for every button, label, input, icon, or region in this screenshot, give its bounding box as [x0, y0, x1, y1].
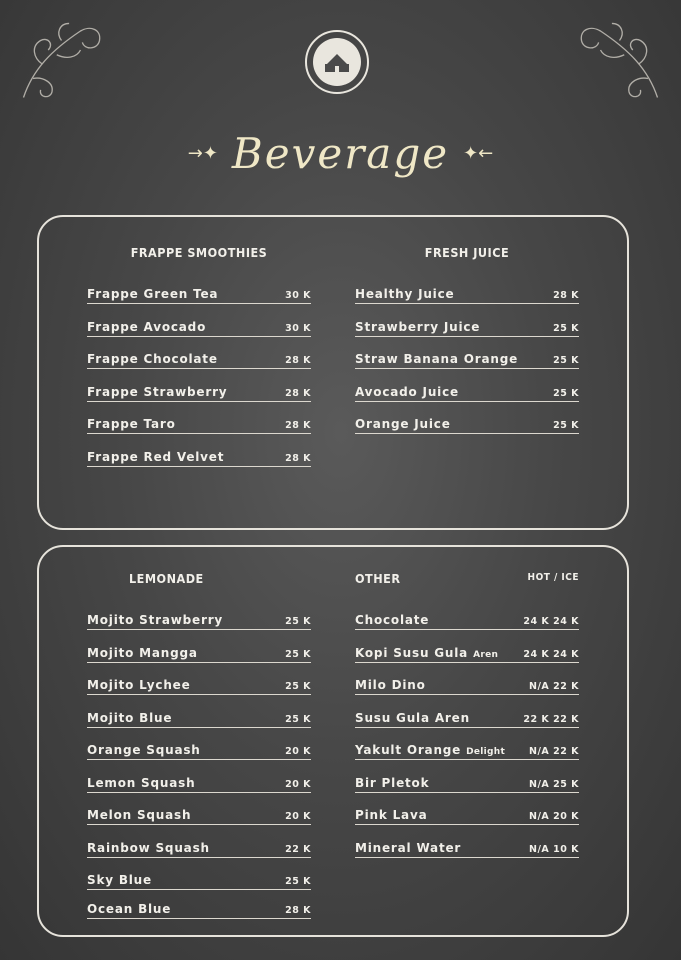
- item-price: 25 K: [553, 322, 579, 334]
- section-fresh-juice: [355, 245, 579, 446]
- menu-item: [87, 446, 311, 467]
- section-frappe-smoothies: [87, 245, 311, 478]
- item-name: [355, 841, 461, 857]
- item-price: 28 K: [285, 452, 311, 464]
- menu-item: [355, 609, 579, 630]
- item-name: [355, 646, 498, 662]
- item-price: 24 K 24 K: [523, 616, 579, 627]
- item-name: Orange Squash: [87, 743, 201, 757]
- menu-item: [87, 739, 311, 760]
- item-price: 28 K: [285, 905, 311, 916]
- menu-item: [87, 837, 311, 858]
- item-name: Frappe Green Tea: [87, 287, 219, 301]
- menu-item: [87, 804, 311, 825]
- section-lemonade: [87, 571, 311, 931]
- panel-smoothies-juice: [37, 215, 629, 530]
- section-heading: [355, 571, 579, 587]
- item-price: 25 K: [285, 648, 311, 660]
- item-name: Mojito Mangga: [87, 645, 198, 660]
- menu-item: [87, 609, 311, 630]
- left-arrow-ornament-icon: →✦: [187, 142, 218, 164]
- menu-item: [355, 739, 579, 760]
- right-arrow-ornament-icon: ✦←: [463, 142, 494, 164]
- item-name: Orange Juice: [355, 417, 451, 431]
- item-price: 25 K: [553, 420, 579, 431]
- item-price: 20 K: [285, 746, 311, 757]
- section-other: [355, 571, 579, 869]
- item-name: Mojito Blue: [87, 710, 173, 725]
- item-name: Frappe Strawberry: [87, 384, 228, 399]
- menu-item: [355, 772, 579, 793]
- item-price: 22 K 22 K: [523, 713, 579, 725]
- menu-item: [355, 837, 579, 858]
- item-name-text: Susu Gula Aren: [355, 710, 470, 725]
- menu-item: [355, 348, 579, 369]
- brand-logo: [305, 30, 369, 94]
- menu-item: [355, 674, 579, 695]
- item-price: N/A 22 K: [529, 746, 579, 757]
- menu-item: [87, 348, 311, 369]
- menu-item: [87, 316, 311, 337]
- item-name: [355, 678, 426, 694]
- menu-item: [87, 283, 311, 304]
- item-name-text: Chocolate: [355, 613, 430, 627]
- item-price: N/A 22 K: [529, 681, 579, 692]
- item-name: Frappe Red Velvet: [87, 449, 225, 464]
- item-price: 25 K: [285, 713, 311, 725]
- item-name-text: Mineral Water: [355, 840, 462, 855]
- panel-lemonade-other: [37, 545, 629, 937]
- item-name: Strawberry Juice: [355, 319, 481, 334]
- item-name: [355, 776, 429, 792]
- item-price: 30 K: [285, 290, 311, 301]
- item-price: 22 K: [285, 843, 311, 855]
- corner-ornament-right: [572, 12, 667, 107]
- item-price: 28 K: [285, 355, 311, 366]
- item-price: N/A 10 K: [529, 843, 579, 855]
- item-price: 28 K: [285, 420, 311, 431]
- menu-item: [87, 381, 311, 402]
- item-price: 25 K: [553, 355, 579, 366]
- menu-item: [355, 381, 579, 402]
- hot-ice-label: HOT / ICE: [527, 572, 579, 583]
- section-heading: LEMONADE: [129, 571, 204, 586]
- item-price: 30 K: [285, 322, 311, 334]
- item-name: Frappe Taro: [87, 417, 176, 431]
- menu-item: [87, 898, 311, 919]
- item-price: 25 K: [285, 681, 311, 692]
- logo-emblem-icon: [322, 50, 352, 74]
- item-name: Sky Blue: [87, 873, 152, 887]
- item-name-text: Pink Lava: [355, 808, 428, 822]
- menu-item: [355, 804, 579, 825]
- item-name: Frappe Chocolate: [87, 352, 218, 366]
- item-name: Lemon Squash: [87, 775, 196, 790]
- item-name: Mojito Strawberry: [87, 613, 224, 627]
- item-name: Frappe Avocado: [87, 319, 207, 334]
- menu-item: [87, 869, 311, 890]
- menu-item: [87, 707, 311, 728]
- item-price: 28 K: [285, 387, 311, 399]
- item-name-text: Kopi Susu Gula: [355, 645, 469, 660]
- menu-item: [87, 642, 311, 663]
- page-title: Beverage: [231, 128, 450, 178]
- menu-title: [0, 108, 681, 198]
- item-price: N/A 20 K: [529, 811, 579, 822]
- item-price: 25 K: [285, 876, 311, 887]
- item-name: Healthy Juice: [355, 287, 455, 301]
- item-name-text: Yakult Orange: [355, 743, 462, 757]
- section-heading: FRAPPE SMOOTHIES: [130, 245, 268, 260]
- item-price: 28 K: [553, 290, 579, 301]
- menu-item: [355, 707, 579, 728]
- item-name: Mojito Lychee: [87, 678, 191, 692]
- item-name-small: Delight: [466, 747, 506, 757]
- item-name: [355, 711, 470, 727]
- menu-item: [355, 413, 579, 434]
- item-name: Straw Banana Orange: [355, 352, 519, 366]
- section-heading-label: OTHER: [355, 571, 401, 586]
- item-name: [355, 808, 427, 824]
- menu-item: [355, 316, 579, 337]
- item-name: Melon Squash: [87, 808, 192, 822]
- menu-item: [355, 283, 579, 304]
- item-price: N/A 25 K: [529, 778, 579, 790]
- menu-item: [355, 642, 579, 663]
- item-price: 25 K: [553, 387, 579, 399]
- item-price: 24 K 24 K: [523, 648, 579, 660]
- menu-item: [87, 413, 311, 434]
- item-name: Rainbow Squash: [87, 840, 210, 855]
- item-price: 25 K: [285, 616, 311, 627]
- item-name-text: Milo Dino: [355, 678, 426, 692]
- item-price: 20 K: [285, 778, 311, 790]
- item-name: Ocean Blue: [87, 902, 172, 916]
- item-name-text: Bir Pletok: [355, 775, 430, 790]
- menu-item: [87, 674, 311, 695]
- item-name: [355, 613, 429, 629]
- item-name-small: Aren: [473, 649, 499, 660]
- item-name: [355, 743, 505, 759]
- item-name: Avocado Juice: [355, 384, 459, 399]
- menu-item: [87, 772, 311, 793]
- item-price: 20 K: [285, 811, 311, 822]
- corner-ornament-left: [14, 12, 109, 107]
- section-heading: FRESH JUICE: [424, 245, 510, 260]
